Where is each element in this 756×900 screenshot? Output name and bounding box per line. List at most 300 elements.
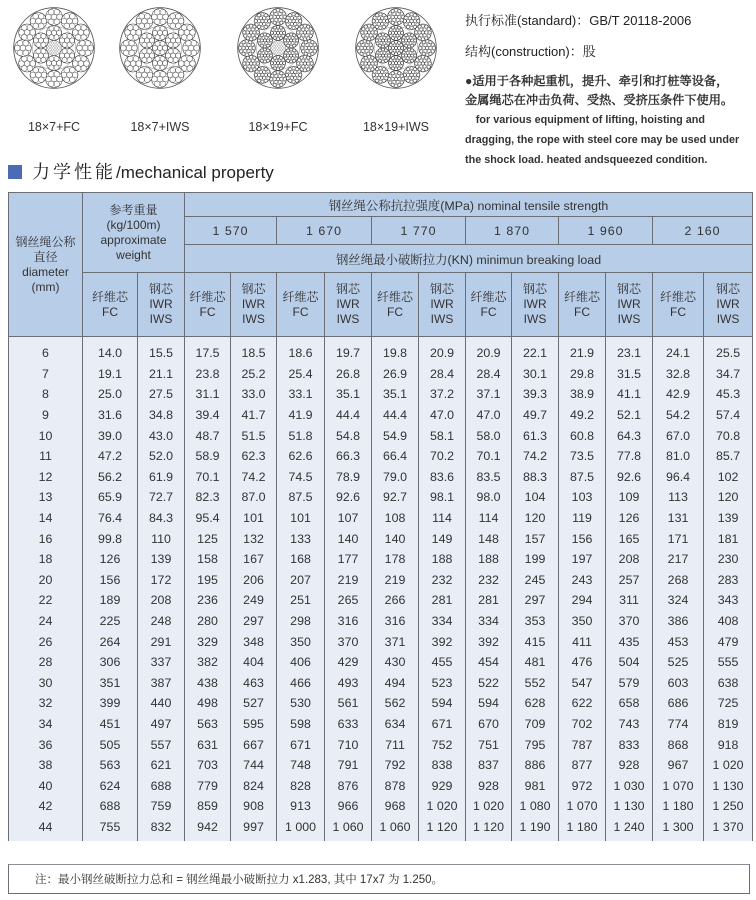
value-cell: 33.1 xyxy=(277,384,325,405)
value-cell: 178 xyxy=(372,549,419,570)
value-cell: 828 xyxy=(277,775,325,796)
value-cell: 453 xyxy=(653,631,704,652)
value-cell: 392 xyxy=(419,631,466,652)
header-text: IWR xyxy=(523,297,547,311)
table-row xyxy=(9,384,753,405)
value-cell: 455 xyxy=(419,652,466,673)
header-grade-2160: 2 160 xyxy=(653,217,753,245)
header-steel-core xyxy=(325,273,372,337)
value-cell: 39.0 xyxy=(83,425,138,446)
value-cell: 58.9 xyxy=(185,446,231,467)
value-cell: 101 xyxy=(231,508,277,529)
value-cell: 38.9 xyxy=(559,384,606,405)
value-cell: 562 xyxy=(372,693,419,714)
value-cell: 34.7 xyxy=(704,364,753,385)
value-cell: 70.1 xyxy=(185,467,231,488)
value-cell: 17.5 xyxy=(185,337,231,364)
value-cell: 110 xyxy=(138,528,185,549)
value-cell: 47.0 xyxy=(466,405,512,426)
value-cell: 792 xyxy=(372,755,419,776)
header-steel-core xyxy=(606,273,653,337)
value-cell: 703 xyxy=(185,755,231,776)
header-text: weight xyxy=(116,247,151,262)
value-cell: 688 xyxy=(138,775,185,796)
value-cell: 25.2 xyxy=(231,364,277,385)
usage-cn-line: ●适用于各种起重机，提升、牵引和打桩等设备， xyxy=(465,74,729,88)
value-cell: 208 xyxy=(606,549,653,570)
value-cell: 62.6 xyxy=(277,446,325,467)
value-cell: 505 xyxy=(83,734,138,755)
value-cell: 329 xyxy=(185,631,231,652)
value-cell: 670 xyxy=(466,714,512,735)
value-cell: 217 xyxy=(653,549,704,570)
header-text: IWS xyxy=(149,312,173,326)
value-cell: 579 xyxy=(606,673,653,694)
value-cell: 61.3 xyxy=(512,425,559,446)
table-row xyxy=(9,755,753,776)
header-text: (kg/100m) xyxy=(106,217,161,232)
value-cell: 1 120 xyxy=(466,817,512,842)
header-text: IWS xyxy=(523,312,547,326)
rope-figure-18x19-fc xyxy=(226,6,330,134)
value-cell: 132 xyxy=(231,528,277,549)
value-cell: 967 xyxy=(653,755,704,776)
header-steel-core xyxy=(231,273,277,337)
value-cell: 1 190 xyxy=(512,817,559,842)
header-text: IWR xyxy=(716,297,740,311)
value-cell: 316 xyxy=(325,611,372,632)
value-cell: 44.4 xyxy=(372,405,419,426)
value-cell: 1 060 xyxy=(325,817,372,842)
value-cell: 264 xyxy=(83,631,138,652)
diameter-cell: 42 xyxy=(9,796,83,817)
value-cell: 997 xyxy=(231,817,277,842)
value-cell: 563 xyxy=(185,714,231,735)
value-cell: 26.9 xyxy=(372,364,419,385)
value-cell: 92.7 xyxy=(372,487,419,508)
value-cell: 98.0 xyxy=(466,487,512,508)
value-cell: 281 xyxy=(466,590,512,611)
value-cell: 337 xyxy=(138,652,185,673)
value-cell: 219 xyxy=(325,570,372,591)
value-cell: 28.4 xyxy=(419,364,466,385)
value-cell: 74.2 xyxy=(512,446,559,467)
header-text: IWS xyxy=(716,312,740,326)
value-cell: 31.6 xyxy=(83,405,138,426)
rope-figure-18x7-iws xyxy=(108,6,212,134)
diameter-cell: 26 xyxy=(9,631,83,652)
value-cell: 195 xyxy=(185,570,231,591)
value-cell: 334 xyxy=(466,611,512,632)
value-cell: 725 xyxy=(704,693,753,714)
rope-cross-section-7-iws-icon xyxy=(118,6,202,90)
value-cell: 23.8 xyxy=(185,364,231,385)
value-cell: 1 000 xyxy=(277,817,325,842)
value-cell: 886 xyxy=(512,755,559,776)
value-cell: 249 xyxy=(231,590,277,611)
value-cell: 131 xyxy=(653,508,704,529)
diameter-cell: 40 xyxy=(9,775,83,796)
usage-en-line: dragging, the rope with steel core may be used under xyxy=(465,134,740,146)
diameter-cell: 36 xyxy=(9,734,83,755)
diameter-cell: 18 xyxy=(9,549,83,570)
diameter-cell: 13 xyxy=(9,487,83,508)
value-cell: 188 xyxy=(419,549,466,570)
value-cell: 34.8 xyxy=(138,405,185,426)
value-cell: 120 xyxy=(704,487,753,508)
value-cell: 438 xyxy=(185,673,231,694)
value-cell: 70.2 xyxy=(419,446,466,467)
value-cell: 451 xyxy=(83,714,138,735)
rope-cross-section-7-fc-icon xyxy=(12,6,96,90)
table-row xyxy=(9,405,753,426)
value-cell: 1 060 xyxy=(372,817,419,842)
value-cell: 266 xyxy=(372,590,419,611)
value-cell: 281 xyxy=(419,590,466,611)
value-cell: 343 xyxy=(704,590,753,611)
value-cell: 149 xyxy=(419,528,466,549)
value-cell: 32.8 xyxy=(653,364,704,385)
value-cell: 527 xyxy=(231,693,277,714)
value-cell: 87.5 xyxy=(559,467,606,488)
value-cell: 66.3 xyxy=(325,446,372,467)
table-row xyxy=(9,549,753,570)
header-tensile-strength: 钢丝绳公称抗拉强度(MPa) nominal tensile strength xyxy=(185,193,753,217)
value-cell: 114 xyxy=(419,508,466,529)
value-cell: 87.5 xyxy=(277,487,325,508)
value-cell: 107 xyxy=(325,508,372,529)
value-cell: 265 xyxy=(325,590,372,611)
table-row xyxy=(9,775,753,796)
value-cell: 928 xyxy=(606,755,653,776)
value-cell: 27.5 xyxy=(138,384,185,405)
value-cell: 43.0 xyxy=(138,425,185,446)
table-row xyxy=(9,337,753,364)
value-cell: 638 xyxy=(704,673,753,694)
table-row xyxy=(9,570,753,591)
value-cell: 624 xyxy=(83,775,138,796)
value-cell: 622 xyxy=(559,693,606,714)
value-cell: 382 xyxy=(185,652,231,673)
rope-label: 18×19+IWS xyxy=(362,120,429,134)
value-cell: 755 xyxy=(83,817,138,842)
diameter-cell: 16 xyxy=(9,528,83,549)
value-cell: 370 xyxy=(325,631,372,652)
header-text: 参考重量 xyxy=(109,202,158,217)
value-cell: 74.2 xyxy=(231,467,277,488)
value-cell: 968 xyxy=(372,796,419,817)
value-cell: 298 xyxy=(277,611,325,632)
header-text: 钢芯 xyxy=(241,282,266,296)
value-cell: 748 xyxy=(277,755,325,776)
rope-label: 18×7+IWS xyxy=(130,120,190,134)
value-cell: 165 xyxy=(606,528,653,549)
value-cell: 24.1 xyxy=(653,337,704,364)
value-cell: 28.4 xyxy=(466,364,512,385)
header-breaking-load: 钢丝绳最小破断拉力(KN) minimun breaking load xyxy=(185,245,753,273)
value-cell: 1 020 xyxy=(419,796,466,817)
value-cell: 595 xyxy=(231,714,277,735)
value-cell: 1 020 xyxy=(704,755,753,776)
section-title-cn: 力学性能 xyxy=(32,162,116,182)
value-cell: 429 xyxy=(325,652,372,673)
construction-text: 结构(construction)：股 xyxy=(465,44,596,59)
value-cell: 65.9 xyxy=(83,487,138,508)
value-cell: 54.8 xyxy=(325,425,372,446)
header-text: 钢芯 xyxy=(336,282,361,296)
value-cell: 411 xyxy=(559,631,606,652)
value-cell: 621 xyxy=(138,755,185,776)
value-cell: 463 xyxy=(231,673,277,694)
value-cell: 291 xyxy=(138,631,185,652)
value-cell: 251 xyxy=(277,590,325,611)
value-cell: 1 130 xyxy=(704,775,753,796)
header-text: 纤维芯 xyxy=(660,289,697,304)
value-cell: 77.8 xyxy=(606,446,653,467)
usage-en-line: for various equipment of lifting, hoisting and xyxy=(465,114,705,126)
value-cell: 108 xyxy=(372,508,419,529)
diameter-cell: 10 xyxy=(9,425,83,446)
value-cell: 225 xyxy=(83,611,138,632)
value-cell: 257 xyxy=(606,570,653,591)
diameter-cell: 12 xyxy=(9,467,83,488)
value-cell: 83.5 xyxy=(466,467,512,488)
value-cell: 743 xyxy=(606,714,653,735)
table-row xyxy=(9,817,753,842)
value-cell: 98.1 xyxy=(419,487,466,508)
value-cell: 49.7 xyxy=(512,405,559,426)
value-cell: 157 xyxy=(512,528,559,549)
header-grade-1870: 1 870 xyxy=(466,217,559,245)
value-cell: 481 xyxy=(512,652,559,673)
diameter-cell: 9 xyxy=(9,405,83,426)
value-cell: 207 xyxy=(277,570,325,591)
value-cell: 408 xyxy=(704,611,753,632)
section-title xyxy=(8,158,274,184)
header-steel-core xyxy=(512,273,559,337)
value-cell: 25.5 xyxy=(704,337,753,364)
value-cell: 230 xyxy=(704,549,753,570)
value-cell: 41.1 xyxy=(606,384,653,405)
value-cell: 99.8 xyxy=(83,528,138,549)
header-text: IWS xyxy=(617,312,641,326)
value-cell: 156 xyxy=(83,570,138,591)
header-text: 纤维芯 xyxy=(377,289,414,304)
value-cell: 120 xyxy=(512,508,559,529)
value-cell: 82.3 xyxy=(185,487,231,508)
value-cell: 795 xyxy=(512,734,559,755)
value-cell: 667 xyxy=(231,734,277,755)
value-cell: 133 xyxy=(277,528,325,549)
value-cell: 171 xyxy=(653,528,704,549)
value-cell: 837 xyxy=(466,755,512,776)
value-cell: 219 xyxy=(372,570,419,591)
value-cell: 30.1 xyxy=(512,364,559,385)
value-cell: 981 xyxy=(512,775,559,796)
value-cell: 139 xyxy=(138,549,185,570)
header-text: 钢芯 xyxy=(617,282,642,296)
value-cell: 1 250 xyxy=(704,796,753,817)
header-text: FC xyxy=(102,304,118,319)
value-cell: 61.9 xyxy=(138,467,185,488)
value-cell: 386 xyxy=(653,611,704,632)
value-cell: 1 180 xyxy=(653,796,704,817)
value-cell: 102 xyxy=(704,467,753,488)
value-cell: 744 xyxy=(231,755,277,776)
value-cell: 35.1 xyxy=(325,384,372,405)
value-cell: 54.9 xyxy=(372,425,419,446)
value-cell: 19.7 xyxy=(325,337,372,364)
value-cell: 594 xyxy=(419,693,466,714)
value-cell: 348 xyxy=(231,631,277,652)
value-cell: 64.3 xyxy=(606,425,653,446)
diameter-cell: 32 xyxy=(9,693,83,714)
mechanical-property-table xyxy=(8,192,753,841)
value-cell: 20.9 xyxy=(419,337,466,364)
value-cell: 1 070 xyxy=(653,775,704,796)
value-cell: 114 xyxy=(466,508,512,529)
value-cell: 39.4 xyxy=(185,405,231,426)
value-cell: 49.2 xyxy=(559,405,606,426)
value-cell: 525 xyxy=(653,652,704,673)
value-cell: 440 xyxy=(138,693,185,714)
value-cell: 189 xyxy=(83,590,138,611)
value-cell: 709 xyxy=(512,714,559,735)
diameter-cell: 22 xyxy=(9,590,83,611)
value-cell: 14.0 xyxy=(83,337,138,364)
value-cell: 387 xyxy=(138,673,185,694)
header-text: FC xyxy=(670,304,687,319)
table-row xyxy=(9,714,753,735)
table-row xyxy=(9,796,753,817)
value-cell: 523 xyxy=(419,673,466,694)
table-row xyxy=(9,425,753,446)
value-cell: 555 xyxy=(704,652,753,673)
value-cell: 658 xyxy=(606,693,653,714)
value-cell: 918 xyxy=(704,734,753,755)
rope-label: 18×19+FC xyxy=(248,120,308,134)
header-fiber-core xyxy=(185,273,231,337)
usage-cn-line: 金属绳芯在冲击负荷、受热、受挤压条件下使用。 xyxy=(465,93,734,107)
value-cell: 838 xyxy=(419,755,466,776)
value-cell: 294 xyxy=(559,590,606,611)
value-cell: 41.9 xyxy=(277,405,325,426)
value-cell: 25.0 xyxy=(83,384,138,405)
value-cell: 1 180 xyxy=(559,817,606,842)
header-text: approximate xyxy=(100,232,167,247)
value-cell: 25.4 xyxy=(277,364,325,385)
value-cell: 26.8 xyxy=(325,364,372,385)
header-steel-core xyxy=(419,273,466,337)
rope-figure-18x7-fc xyxy=(2,6,106,134)
table-row xyxy=(9,652,753,673)
value-cell: 172 xyxy=(138,570,185,591)
header-text: IWR xyxy=(149,297,173,311)
value-cell: 33.0 xyxy=(231,384,277,405)
value-cell: 876 xyxy=(325,775,372,796)
value-cell: 350 xyxy=(559,611,606,632)
value-cell: 859 xyxy=(185,796,231,817)
value-cell: 751 xyxy=(466,734,512,755)
value-cell: 60.8 xyxy=(559,425,606,446)
header-grade-1570: 1 570 xyxy=(185,217,277,245)
value-cell: 631 xyxy=(185,734,231,755)
diameter-cell: 14 xyxy=(9,508,83,529)
value-cell: 42.9 xyxy=(653,384,704,405)
value-cell: 84.3 xyxy=(138,508,185,529)
value-cell: 1 300 xyxy=(653,817,704,842)
value-cell: 95.4 xyxy=(185,508,231,529)
value-cell: 928 xyxy=(466,775,512,796)
header-text: IWR xyxy=(241,297,266,311)
value-cell: 41.7 xyxy=(231,405,277,426)
diameter-cell: 20 xyxy=(9,570,83,591)
value-cell: 88.3 xyxy=(512,467,559,488)
value-cell: 73.5 xyxy=(559,446,606,467)
diameter-cell: 34 xyxy=(9,714,83,735)
value-cell: 126 xyxy=(83,549,138,570)
value-cell: 603 xyxy=(653,673,704,694)
value-cell: 168 xyxy=(277,549,325,570)
diameter-cell: 11 xyxy=(9,446,83,467)
value-cell: 297 xyxy=(512,590,559,611)
value-cell: 18.5 xyxy=(231,337,277,364)
value-cell: 1 020 xyxy=(466,796,512,817)
value-cell: 634 xyxy=(372,714,419,735)
value-cell: 19.8 xyxy=(372,337,419,364)
value-cell: 908 xyxy=(231,796,277,817)
table-row xyxy=(9,734,753,755)
diameter-cell: 44 xyxy=(9,817,83,842)
rope-cross-section-19-fc-icon xyxy=(236,6,320,90)
header-steel-core xyxy=(138,273,185,337)
value-cell: 671 xyxy=(419,714,466,735)
value-cell: 39.3 xyxy=(512,384,559,405)
value-cell: 671 xyxy=(277,734,325,755)
value-cell: 19.1 xyxy=(83,364,138,385)
header-fiber-core xyxy=(466,273,512,337)
value-cell: 74.5 xyxy=(277,467,325,488)
value-cell: 791 xyxy=(325,755,372,776)
table-row xyxy=(9,590,753,611)
header-fiber-core xyxy=(653,273,704,337)
header-fiber-core xyxy=(277,273,325,337)
value-cell: 52.1 xyxy=(606,405,653,426)
value-cell: 406 xyxy=(277,652,325,673)
value-cell: 493 xyxy=(325,673,372,694)
value-cell: 78.9 xyxy=(325,467,372,488)
value-cell: 113 xyxy=(653,487,704,508)
value-cell: 1 120 xyxy=(419,817,466,842)
value-cell: 454 xyxy=(466,652,512,673)
value-cell: 62.3 xyxy=(231,446,277,467)
value-cell: 833 xyxy=(606,734,653,755)
value-cell: 824 xyxy=(231,775,277,796)
table-row xyxy=(9,364,753,385)
value-cell: 547 xyxy=(559,673,606,694)
value-cell: 688 xyxy=(83,796,138,817)
value-cell: 37.1 xyxy=(466,384,512,405)
diameter-cell: 38 xyxy=(9,755,83,776)
value-cell: 779 xyxy=(185,775,231,796)
header-text: FC xyxy=(574,304,591,319)
value-cell: 87.0 xyxy=(231,487,277,508)
diameter-cell: 6 xyxy=(9,337,83,364)
value-cell: 297 xyxy=(231,611,277,632)
value-cell: 371 xyxy=(372,631,419,652)
table-row xyxy=(9,508,753,529)
header-weight xyxy=(83,193,185,273)
